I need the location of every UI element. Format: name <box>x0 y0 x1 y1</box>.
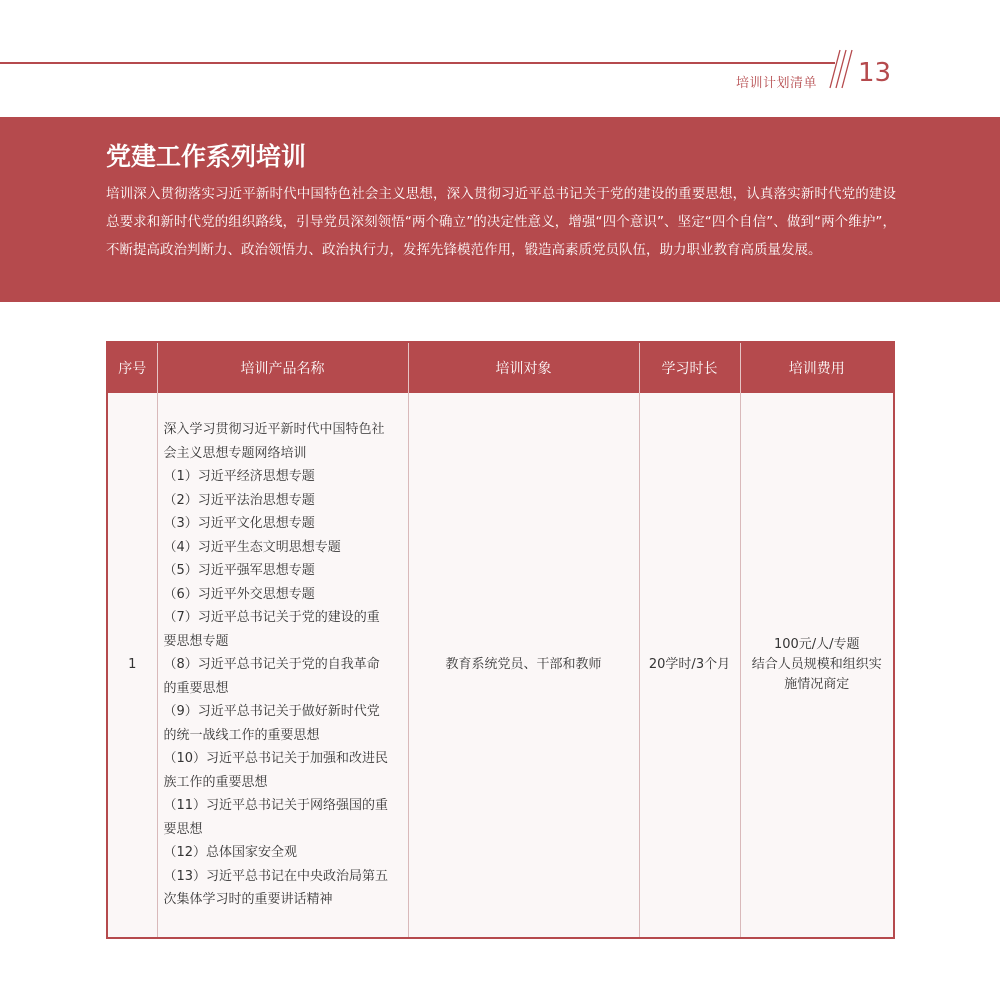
product-line: （13）习近平总书记在中央政治局第五 <box>163 868 389 884</box>
product-line: （4）习近平生态文明思想专题 <box>163 539 341 555</box>
top-rule <box>0 62 835 64</box>
product-line: （8）习近平总书记关于党的自我革命 <box>163 657 380 673</box>
audience-cell: 教育系统党员、干部和教师 <box>408 393 639 938</box>
product-line: 的统一战线工作的重要思想 <box>163 727 320 743</box>
product-line: （2）习近平法治思想专题 <box>163 492 315 508</box>
table-header-row <box>107 342 894 393</box>
product-line: （10）习近平总书记关于加强和改进民 <box>163 751 389 767</box>
product-line: 深入学习贯彻习近平新时代中国特色社 <box>163 422 385 438</box>
row-index: 1 <box>107 393 157 938</box>
product-line: （1）习近平经济思想专题 <box>163 469 315 485</box>
product-line: （6）习近平外交思想专题 <box>163 586 315 602</box>
product-line: 要思想 <box>163 821 203 837</box>
product-line: 要思想专题 <box>163 633 229 649</box>
fee-line: 100元/人/专题 <box>773 637 860 652</box>
header-audience: 培训对象 <box>408 342 639 393</box>
training-plan-table <box>106 341 895 939</box>
fee-line: 施情况商定 <box>784 677 850 692</box>
header-duration: 学习时长 <box>639 342 740 393</box>
product-line: （5）习近平强军思想专题 <box>163 563 315 579</box>
product-line: （9）习近平总书记关于做好新时代党 <box>163 704 380 720</box>
product-line: 次集体学习时的重要讲话精神 <box>163 892 333 908</box>
duration-cell: 20学时/3个月 <box>639 393 740 938</box>
header-product: 培训产品名称 <box>157 342 408 393</box>
header-fee: 培训费用 <box>740 342 894 393</box>
intro-paragraph: 培训深入贯彻落实习近平新时代中国特色社会主义思想，深入贯彻习近平总书记关于党的建设的重要思想，认真落实新时代党的建设总要求和新时代党的组织路线，引导党员深刻领悟“两个确立”的决定性意义，增强“四个意识”、坚定“四个自信”、做到“两个维护”，不断提高政治判断力、政治领悟力、政治执行力，发挥先锋模范作用，锻造高素质党员队伍，助力职业教育高质量发展。 <box>106 186 896 258</box>
product-cell <box>157 393 408 938</box>
product-line: （12）总体国家安全观 <box>163 845 298 861</box>
product-line: 族工作的重要思想 <box>163 774 268 790</box>
fee-cell <box>740 393 894 938</box>
page-title: 党建工作系列培训 <box>106 142 307 171</box>
product-line: （7）习近平总书记关于党的建设的重 <box>163 610 380 626</box>
product-line: （11）习近平总书记关于网络强国的重 <box>163 798 389 814</box>
product-list <box>164 418 400 912</box>
fee-line: 结合人员规模和组织实 <box>751 657 882 672</box>
intro-banner <box>0 117 1000 302</box>
page-number: 13 <box>858 58 892 88</box>
table-row <box>107 393 894 938</box>
header-index: 序号 <box>107 342 157 393</box>
product-line: 会主义思想专题网络培训 <box>163 445 307 461</box>
product-line: （3）习近平文化思想专题 <box>163 516 315 532</box>
product-line: 的重要思想 <box>163 680 229 696</box>
section-label: 培训计划清单 <box>736 76 818 91</box>
